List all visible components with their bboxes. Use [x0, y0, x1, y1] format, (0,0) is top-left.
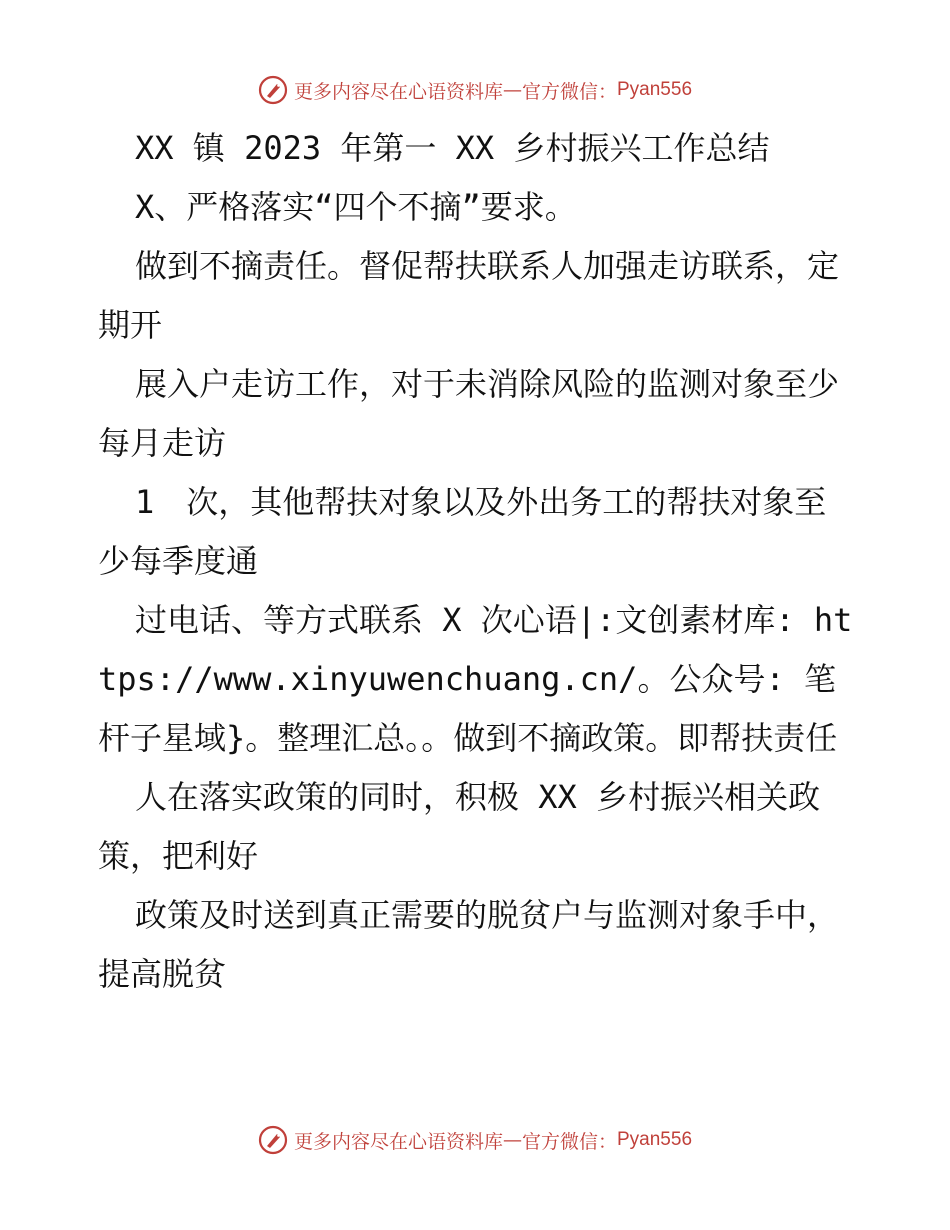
pen-nib-icon — [258, 75, 288, 105]
banner-wechat-label: 官方微信： — [521, 80, 617, 103]
banner-separator: — — [502, 1129, 522, 1151]
banner-wechat-label: 官方微信： — [521, 1130, 617, 1153]
paragraph: X、严格落实“四个不摘”要求。 — [135, 188, 577, 226]
paragraph: 过电话、等方式联系 X 次心语|:文创素材库: https://www.xinyuwenchuang.cn/。公众号: 笔杆子星域}。整理汇总。。做到不摘政策。即帮扶责任 — [98, 601, 853, 757]
banner-wechat-id: Pyan556 — [617, 1129, 693, 1150]
paragraph: 1 次，其他帮扶对象以及外出务工的帮扶对象至少每季度通 — [98, 483, 827, 580]
document-body — [98, 119, 858, 1004]
paragraph: 做到不摘责任。督促帮扶联系人加强走访联系，定期开 — [98, 247, 840, 344]
banner-brand-text: 更多内容尽在心语资料库 — [293, 1130, 503, 1153]
banner-wechat-id: Pyan556 — [617, 79, 693, 100]
header-banner — [0, 70, 950, 110]
footer-banner — [0, 1120, 950, 1160]
pen-nib-icon — [258, 1125, 288, 1155]
document-title: XX 镇 2023 年第一 XX 乡村振兴工作总结 — [135, 129, 770, 167]
paragraph: 人在落实政策的同时，积极 XX 乡村振兴相关政策，把利好 — [98, 778, 821, 875]
banner-brand-text: 更多内容尽在心语资料库 — [293, 80, 503, 103]
paragraph: 展入户走访工作，对于未消除风险的监测对象至少每月走访 — [98, 365, 840, 462]
paragraph: 政策及时送到真正需要的脱贫户与监测对象手中，提高脱贫 — [98, 896, 840, 993]
banner-separator: — — [502, 79, 522, 101]
